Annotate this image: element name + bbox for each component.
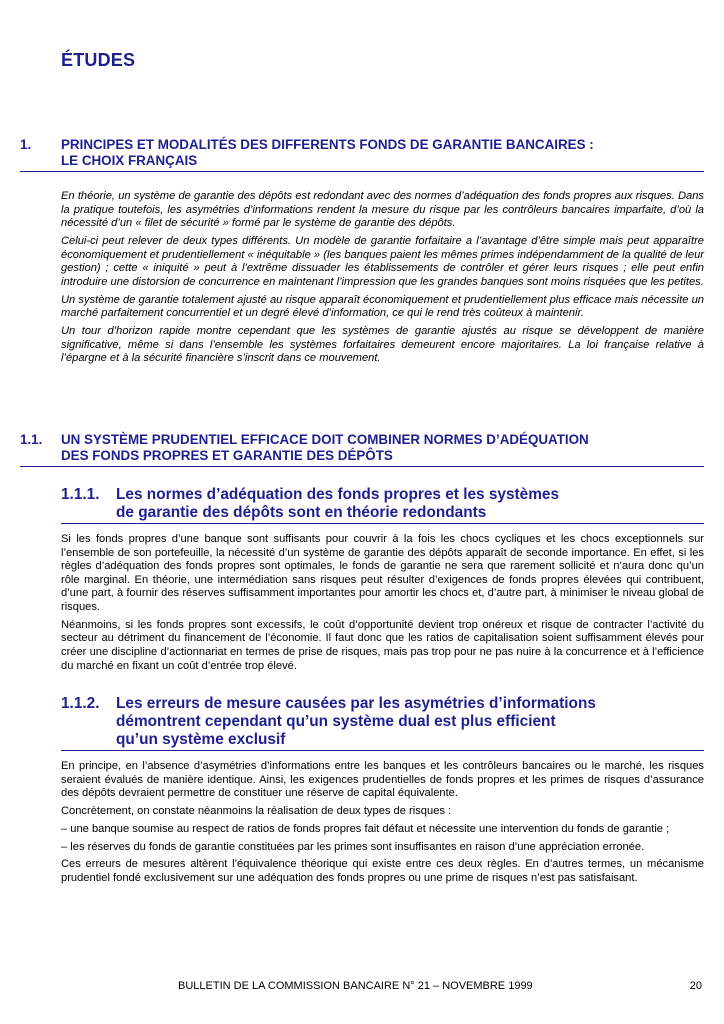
- subsection-title-line: qu’un système exclusif: [116, 731, 286, 748]
- section-number: 1.: [20, 137, 32, 152]
- paragraph: Si les fonds propres d’une banque sont suffisants pour couvrir à la fois les chocs cycliques et les chocs exceptionnels sur l’ensemble de son portefeuille, la nécessité d’un système de garantie des dépôts apparaît de seconde importance. En effet, si les règles d’adéquation des fonds propres sont optimales, le fonds de garantie ne sera que rarement sollicité et n’aura donc qu’un rôle marginal. En théorie, une intermédiation sans risques peut résulter d’exigences de fonds propres élevées qui contribuent, d’une part, à fournir des réserves suffisamment importantes pour amortir les chocs et, d’autre part, à minimiser le niveau global de risques.: [61, 533, 704, 613]
- subsection-heading-1-1-1: [61, 486, 704, 524]
- paragraph: Ces erreurs de mesures altèrent l’équivalence théorique qui existe entre ces deux règles. En d’autres termes, un mécanisme prudentiel fondé exclusivement sur une adéquation des fonds propres ou une prime de risques n’est pas satisfaisant.: [61, 858, 704, 884]
- subsection-number: 1.1.2.: [61, 695, 100, 712]
- section-number: 1.1.: [20, 432, 43, 447]
- section-1-1-2-body: [61, 760, 704, 890]
- subsection-title-line: Les erreurs de mesure causées par les asymétries d’informations: [116, 695, 596, 712]
- section-heading-1: [20, 137, 704, 172]
- section-title-line: LE CHOIX FRANÇAIS: [61, 153, 198, 168]
- list-item: – une banque soumise au respect de ratios de fonds propres fait défaut et nécessite une intervention du fonds de garantie ;: [61, 822, 670, 835]
- footer-publication-title: BULLETIN DE LA COMMISSION BANCAIRE N° 21 – NOVEMBRE 1999: [178, 980, 533, 992]
- list-item: – les réserves du fonds de garantie constituées par les primes sont insuffisantes en raison d’une appréciation erronée.: [61, 840, 645, 853]
- paragraph: En théorie, un système de garantie des dépôts est redondant avec des normes d’adéquation des fonds propres aux risques. Dans la pratique toutefois, les asymétries d’informations rendent la mesure du risque par les contrôleurs bancaires imparfaite, d’où la nécessité d’un « filet de sécurité » formé par le système de garantie des dépôts.: [61, 190, 704, 230]
- paragraph: Celui-ci peut relever de deux types différents. Un modèle de garantie forfaitaire a l’avantage d’être simple mais peut apparaître économiquement et prudentiellement « inéquitable » (les banques paient les mêmes primes indépendamment de la qualité de leur gestion) ; cette « iniquité » peut à l’extrême dissuader les établissements de contrôler et gérer leurs risques ; elle peut enfin introduire une distorsion de concurrence en maintenant l’impression que les grandes banques sont moins risquées que les petites.: [61, 234, 704, 288]
- section-1-1-1-body: [61, 533, 704, 677]
- paragraph: Concrètement, on constate néanmoins la réalisation de deux types de risques :: [61, 804, 452, 817]
- subsection-title-line: démontrent cependant qu’un système dual est plus efficient: [116, 713, 556, 730]
- section-title-line: PRINCIPES ET MODALITÉS DES DIFFERENTS FONDS DE GARANTIE BANCAIRES :: [61, 137, 594, 152]
- page-title: ÉTUDES: [61, 50, 136, 70]
- paragraph: Un tour d’horizon rapide montre cependant que les systèmes de garantie ajustés au risque se développent de manière significative, même si dans l’ensemble les systèmes forfaitaires demeurent encore majoritaires. La loi française relative à l’épargne et à la sécurité financière s’inscrit dans ce mouvement.: [61, 324, 704, 365]
- paragraph: Néanmoins, si les fonds propres sont excessifs, le coût d’opportunité devient trop onéreux et risque de contracter l’activité du secteur au détriment du financement de l’économie. Il faut donc que les ratios de capitalisation soient suffisamment élevés pour créer une discipline d’actionnariat en termes de prise de risques, mais pas trop pour ne pas nuire à la concurrence et à l’efficience du marché en fixant un coût d’entrée trop élevé.: [61, 618, 704, 672]
- subsection-heading-1-1-2: [61, 695, 704, 751]
- section-title-line: DES FONDS PROPRES ET GARANTIE DES DÉPÔTS: [61, 448, 393, 463]
- subsection-number: 1.1.1.: [61, 486, 100, 503]
- section-heading-1-1: [20, 432, 704, 467]
- section-title-line: UN SYSTÈME PRUDENTIEL EFFICACE DOIT COMBINER NORMES D’ADÉQUATION: [61, 432, 589, 447]
- paragraph: En principe, en l’absence d’asymétries d’informations entre les banques et les contrôleurs bancaires ou le marché, les risques seraient évalués de manière identique. Ainsi, les exigences prudentielles de fonds propres et les primes de risques d’assurance des dépôts devraient permettre de constituer une réserve de capital équivalente.: [61, 760, 704, 800]
- page-number: 20: [689, 980, 702, 992]
- subsection-title-line: Les normes d’adéquation des fonds propres et les systèmes: [116, 486, 560, 503]
- section-1-body: [61, 190, 704, 370]
- paragraph: Un système de garantie totalement ajusté au risque apparaît économiquement et prudentiellement plus efficace mais nécessite un marché parfaitement concurrentiel et un degré élevé d’information, ce qui le rend très coûteux à maintenir.: [61, 293, 704, 320]
- subsection-title-line: de garantie des dépôts sont en théorie redondants: [116, 504, 487, 521]
